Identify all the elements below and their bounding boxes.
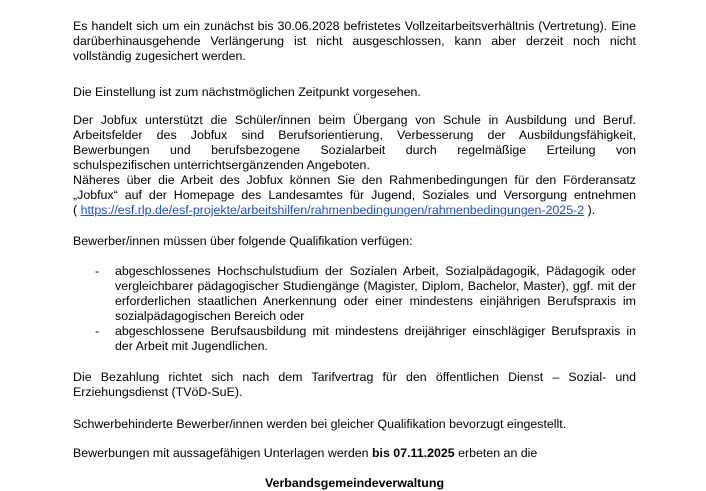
list-item — [73, 264, 636, 324]
jobfux-line: Der Jobfux unterstützt die Schüler/innen beim Übergang von Schule in Ausbildung und Beruf. — [73, 113, 636, 127]
list-dash: - — [95, 324, 100, 338]
salary-paragraph: Die Bezahlung richtet sich nach dem Tarifvertrag für den öffentlichen Dienst – Sozial- und Erziehungsdienst (TVöD-SuE). — [73, 370, 636, 399]
list-item — [73, 324, 636, 354]
qualification-intro: Bewerber/innen müssen über folgende Qualifikation verfügen: — [73, 234, 413, 248]
jobfux-line: Näheres über die Arbeit des Jobfux können Sie den Rahmenbedingungen für den Förderansatz — [73, 173, 636, 187]
application-paragraph — [73, 446, 636, 461]
list-dash: - — [95, 264, 100, 278]
jobfux-line: Bewerbungen und berufsbezogene Sozialarbeit durch regelmäßige Erteilung von — [73, 143, 636, 157]
application-suffix: erbeten an die — [454, 446, 538, 460]
jobfux-line: schulspezifischen unterrichtsergänzenden Angeboten. — [73, 158, 370, 172]
rahmenbedingungen-link[interactable]: https://esf.rlp.de/esf-projekte/arbeitshilfen/rahmenbedingungen/rahmenbedingungen-2025-2 — [80, 203, 585, 217]
application-deadline: bis 07.11.2025 — [371, 446, 455, 460]
qualification-list — [73, 264, 636, 354]
jobfux-line: Arbeitsfelder des Jobfux sind Berufsorientierung, Verbesserung der Ausbildungsfähigkeit, — [73, 128, 636, 142]
recipient-heading: Verbandsgemeindeverwaltung — [264, 476, 445, 490]
jobfux-line: „Jobfux“ auf der Homepage des Landesamtes für Jugend, Soziales und Versorgung entnehmen — [73, 188, 636, 202]
disabled-paragraph: Schwerbehinderte Bewerber/innen werden bei gleicher Qualifikation bevorzugt eingestellt. — [73, 417, 567, 431]
contract-paragraph: Es handelt sich um ein zunächst bis 30.06.2028 befristetes Vollzeitarbeitsverhältnis (Vertretung). Eine darüberhinausgehende Verlängerung ist nicht ausgeschlossen, kann aber derzeit noch nicht vollständig zugesichert werden. — [73, 19, 636, 63]
link-prefix: ( — [73, 203, 81, 217]
start-paragraph: Die Einstellung ist zum nächstmöglichen Zeitpunkt vorgesehen. — [73, 85, 421, 99]
link-suffix: ). — [584, 203, 596, 217]
jobfux-paragraph — [73, 113, 636, 218]
list-item-text: abgeschlossene Berufsausbildung mit mindestens dreijähriger einschlägiger Berufspraxis in der Arbeit mit Jugendlichen. — [115, 324, 636, 353]
link-line — [73, 203, 636, 218]
application-prefix: Bewerbungen mit aussagefähigen Unterlagen werden — [73, 446, 372, 460]
list-item-text: abgeschlossenes Hochschulstudium der Sozialen Arbeit, Sozialpädagogik, Pädagogik oder vergleichbarer pädagogischer Studiengänge (Magister, Diplom, Bachelor, Master), ggf. mit der erforderlichen staatlichen Anerkennung oder einer mindestens einjährigen Berufspraxis im sozialpädagogischen Bereich oder — [115, 264, 636, 323]
